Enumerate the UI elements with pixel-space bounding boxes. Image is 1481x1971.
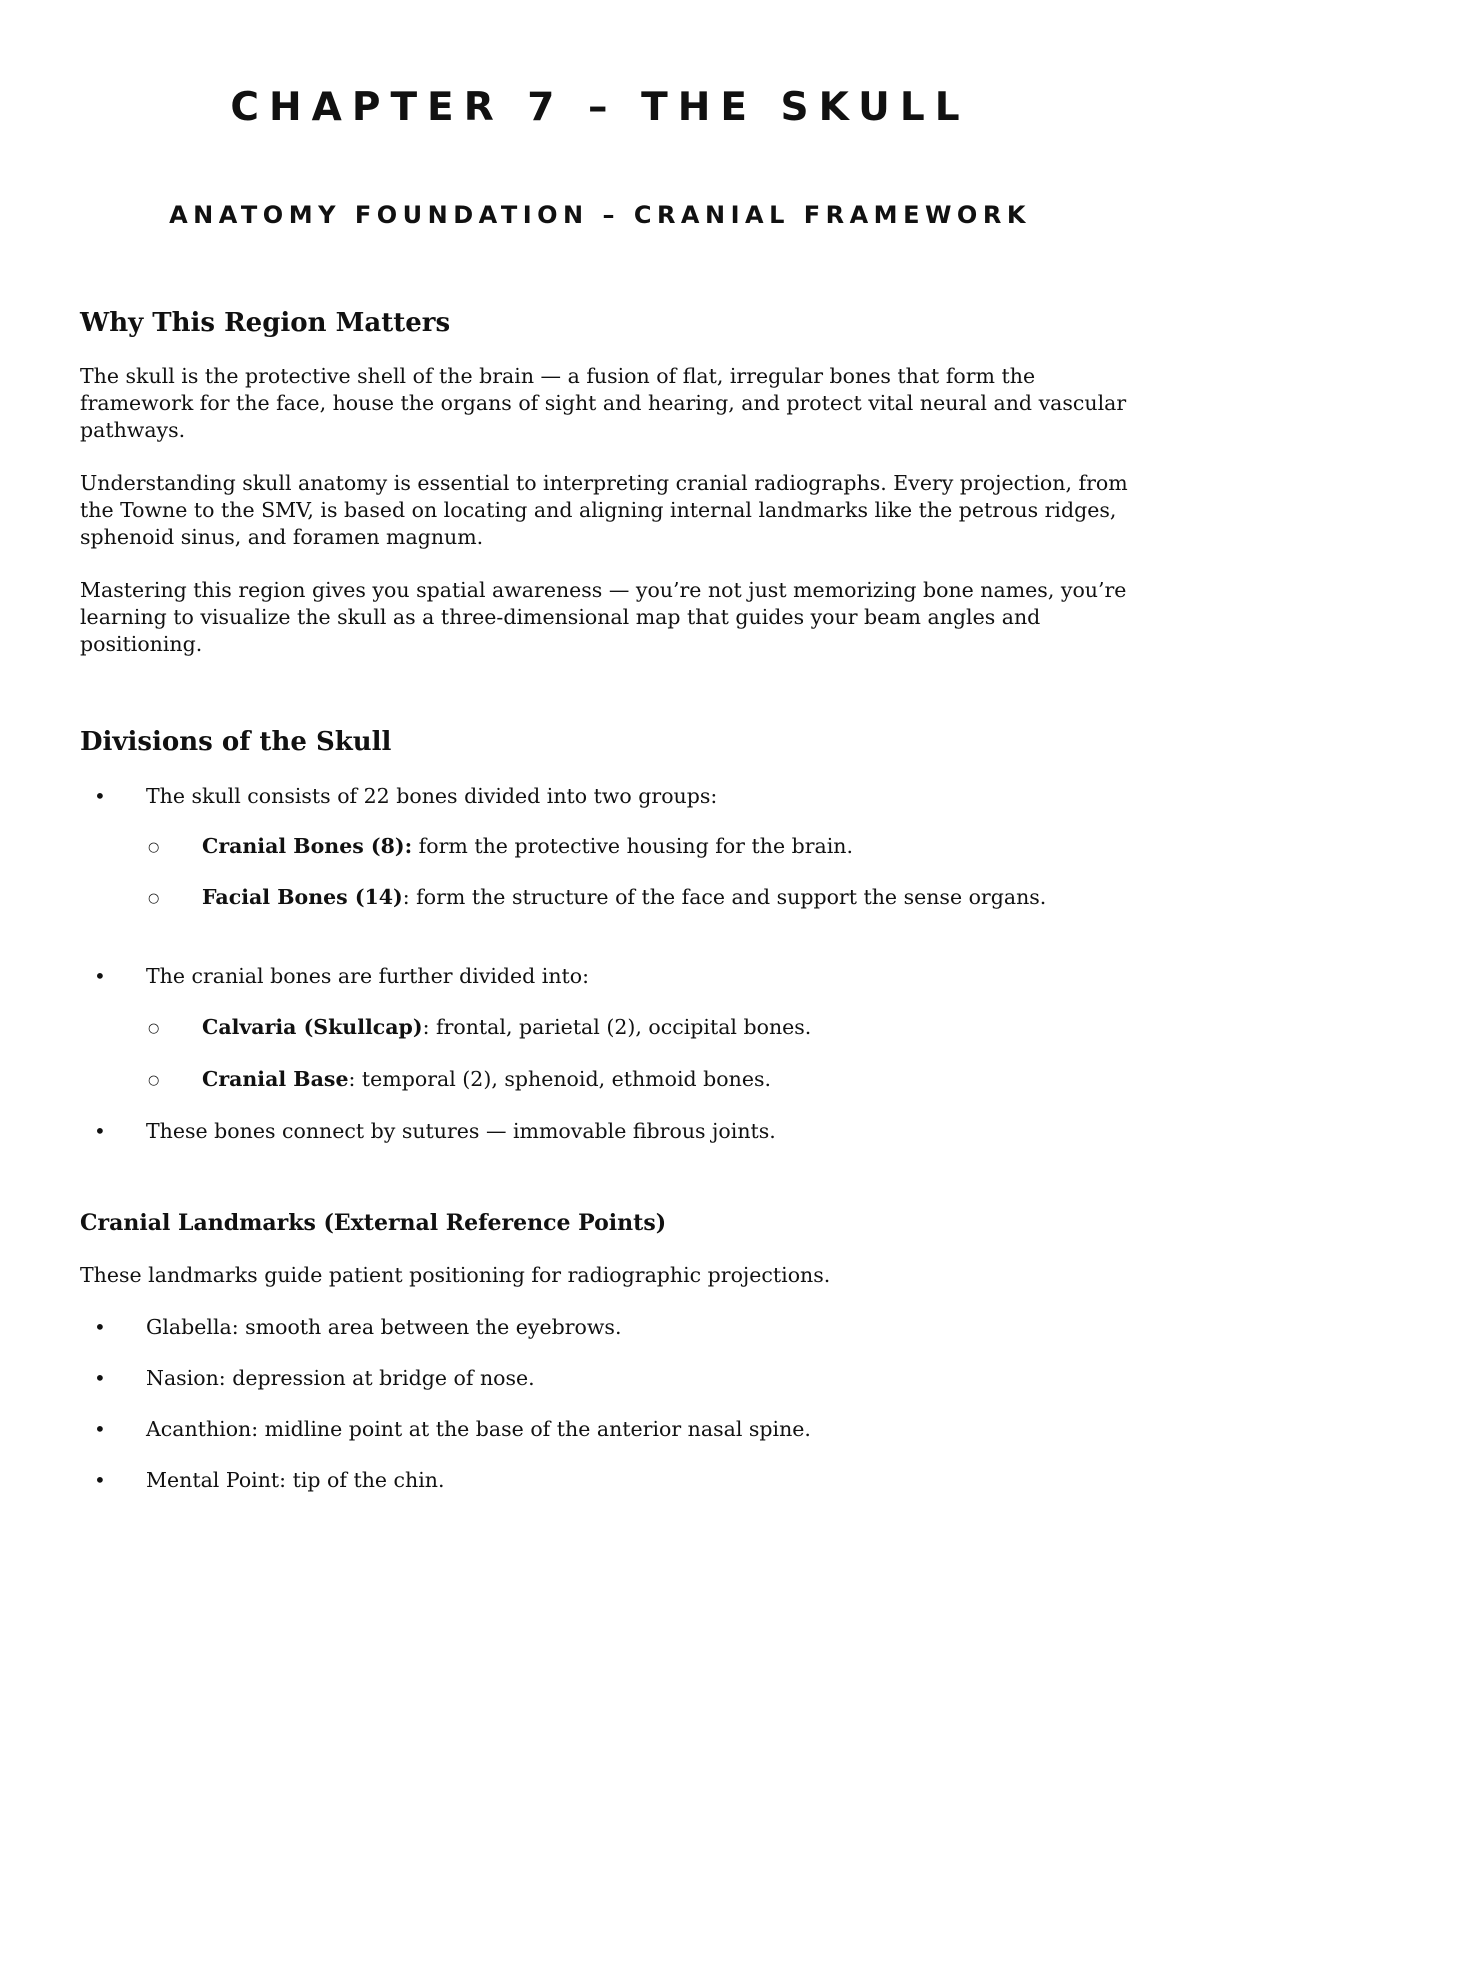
bullet-icon: • — [94, 964, 106, 988]
list-item-text: The cranial bones are further divided into: — [146, 964, 590, 988]
paragraph-why-3: Mastering this region gives you spatial awareness — you’re not just memorizing bone names, you’re learning to visualize the skull as a three-dimensional map that guides your beam angles and positioning. — [80, 578, 1127, 656]
sub-list-item-text: Calvaria (Skullcap): frontal, parietal (2), occipital bones. — [202, 1015, 812, 1039]
bullet-icon: • — [94, 1315, 106, 1339]
section-heading-divisions: Divisions of the Skull — [80, 727, 392, 757]
bullet-icon: • — [94, 1468, 106, 1492]
paragraph-why-1: The skull is the protective shell of the brain — a fusion of flat, irregular bones that form the framework for the face, house the organs of sight and hearing, and protect vital neural and vascular pathways. — [80, 364, 1127, 442]
bullet-icon: • — [94, 1119, 106, 1143]
bullet-icon: • — [94, 1366, 106, 1390]
list-item-text: These bones connect by sutures — immovable fibrous joints. — [146, 1119, 776, 1143]
bullet-icon: • — [94, 784, 106, 808]
chapter-subtitle: ANATOMY FOUNDATION – CRANIAL FRAMEWORK — [169, 201, 1031, 229]
sub-list-item-text: Facial Bones (14): form the structure of the face and support the sense organs. — [202, 885, 1047, 909]
circle-bullet-icon: ○ — [148, 840, 160, 855]
circle-bullet-icon: ○ — [148, 1073, 160, 1088]
section-heading-why: Why This Region Matters — [80, 308, 451, 338]
list-item-text: Acanthion: midline point at the base of the anterior nasal spine. — [146, 1417, 811, 1441]
paragraph-landmarks-intro: These landmarks guide patient positioning for radiographic projections. — [80, 1263, 831, 1287]
circle-bullet-icon: ○ — [148, 891, 160, 906]
list-item-text: Glabella: smooth area between the eyebrows. — [146, 1315, 622, 1339]
list-item-text: The skull consists of 22 bones divided into two groups: — [146, 784, 718, 808]
circle-bullet-icon: ○ — [148, 1021, 160, 1036]
section-heading-landmarks: Cranial Landmarks (External Reference Points) — [80, 1210, 667, 1236]
sub-list-item-text: Cranial Bones (8): form the protective housing for the brain. — [202, 834, 854, 858]
chapter-title: CHAPTER 7 – THE SKULL — [230, 85, 970, 130]
sub-list-item-text: Cranial Base: temporal (2), sphenoid, ethmoid bones. — [202, 1067, 771, 1091]
paragraph-why-2: Understanding skull anatomy is essential to interpreting cranial radiographs. Every projection, from the Towne to the SMV, is based on locating and aligning internal landmarks like the petrous ridges, sphenoid sinus, and foramen magnum. — [80, 471, 1128, 549]
bullet-icon: • — [94, 1417, 106, 1441]
list-item-text: Mental Point: tip of the chin. — [146, 1468, 445, 1492]
list-item-text: Nasion: depression at bridge of nose. — [146, 1366, 535, 1390]
